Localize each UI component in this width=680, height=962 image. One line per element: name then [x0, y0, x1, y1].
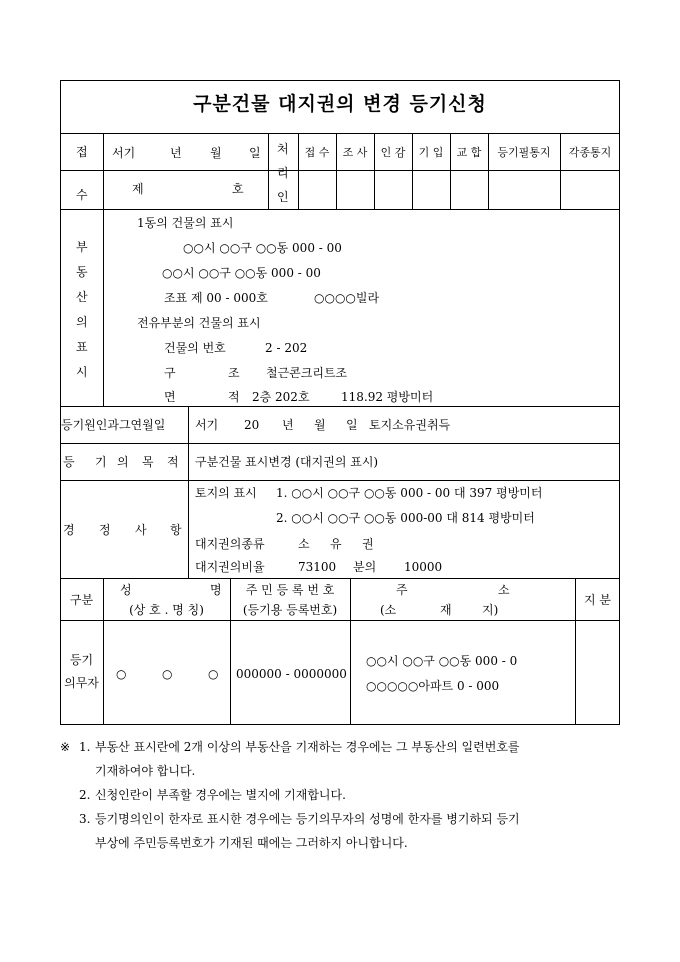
stage-header: 각종통지 — [568, 146, 612, 159]
processor-char: 인 — [277, 190, 289, 204]
stage-header: 기 입 — [418, 146, 444, 159]
receipt-date-prefix: 서기 — [112, 146, 136, 160]
right-type-char: 권 — [362, 537, 374, 551]
structure-value: 철근콘크리트조 — [266, 366, 348, 380]
receipt-label-top: 접 — [76, 145, 88, 159]
stage-header: 접 수 — [304, 146, 330, 159]
stage-header: 등기필통지 — [497, 146, 551, 159]
correction-label-char: 경 — [63, 523, 75, 537]
building-address: ○○시 ○○구 ○○동 000 - 00 — [183, 241, 342, 255]
note-text: 신청인란이 부족할 경우에는 별지에 기재합니다. — [95, 788, 346, 802]
land-label: 토지의 표시 — [195, 486, 257, 500]
party-rrn: 000000 - 0000000 — [236, 667, 347, 681]
rule — [103, 133, 104, 209]
right-type-char: 소 — [298, 537, 310, 551]
rule — [188, 406, 189, 578]
rule — [230, 578, 231, 725]
property-label-char: 부 — [76, 240, 88, 254]
rrn-header: 주 민 등 록 번 호 — [245, 583, 335, 597]
ratio-total: 10000 — [404, 560, 443, 574]
property-label-char: 시 — [76, 365, 88, 379]
rule — [60, 443, 620, 444]
party-name-mark: ○ — [116, 667, 127, 681]
land-entry-2: 2. ○○시 ○○구 ○○동 000-00 대 814 평방미터 — [276, 511, 535, 525]
receipt-label-bottom: 수 — [76, 188, 88, 202]
address-header-sub: 지) — [482, 603, 499, 617]
rule — [60, 209, 620, 210]
correction-label-char: 사 — [135, 523, 147, 537]
name-header-char: 명 — [210, 583, 222, 597]
rule — [60, 133, 620, 134]
ratio-label: 대지권의비율 — [195, 560, 265, 574]
party-role-line1: 등기 — [69, 653, 94, 667]
rule — [103, 578, 104, 725]
rule — [103, 209, 104, 406]
right-type-char: 유 — [330, 537, 342, 551]
rrn-header-sub: (등기용 등록번호) — [242, 603, 338, 617]
unit-number-value: 2 - 202 — [265, 341, 308, 355]
name-header-char: 성 — [120, 583, 132, 597]
rule — [350, 578, 351, 725]
rule — [450, 133, 451, 209]
parties-gubun-header: 구분 — [69, 593, 94, 607]
cause-day-unit: 일 — [346, 418, 358, 432]
receipt-number-prefix: 제 — [132, 182, 144, 196]
land-entry-1: 1. ○○시 ○○구 ○○동 000 - 00 대 397 평방미터 — [276, 486, 543, 500]
note-text: 기재하여야 합니다. — [95, 764, 196, 778]
application-form-frame — [60, 80, 620, 725]
party-name-mark: ○ — [208, 667, 219, 681]
cause-year: 20 — [244, 418, 260, 432]
note-number: 1. — [79, 740, 91, 754]
party-role-line2: 의무자 — [64, 676, 99, 690]
area-unit: 2층 202호 — [252, 390, 310, 404]
note-text: 부동산 표시란에 2개 이상의 부동산을 기재하는 경우에는 그 부동산의 일련번호를 — [95, 740, 520, 754]
rule — [60, 170, 620, 171]
unit-heading: 전유부분의 건물의 표시 — [137, 316, 261, 330]
note-text: 등기명의인이 한자로 표시한 경우에는 등기의무자의 성명에 한자를 병기하되 등기 — [95, 812, 520, 826]
receipt-date-day: 일 — [249, 146, 261, 160]
receipt-number-suffix: 호 — [232, 182, 244, 196]
structure-label-char: 구 — [164, 366, 176, 380]
rule — [560, 133, 561, 209]
stage-header: 인 감 — [380, 146, 406, 159]
structure-label-char: 조 — [228, 366, 240, 380]
rule — [60, 620, 620, 621]
purpose-label-char: 의 — [117, 455, 129, 469]
area-value: 118.92 평방미터 — [341, 390, 434, 404]
note-number: 3. — [79, 812, 91, 826]
party-address-line2: ○○○○○아파트 0 - 000 — [366, 679, 500, 693]
area-label-char: 면 — [164, 390, 176, 404]
address-header-char: 주 — [396, 583, 408, 597]
property-label-char: 의 — [76, 315, 88, 329]
rule — [60, 578, 620, 579]
rule — [374, 133, 375, 209]
address-header-char: 소 — [498, 583, 510, 597]
correction-label-char: 정 — [99, 523, 111, 537]
cause-reason: 토지소유권취득 — [369, 418, 451, 432]
correction-label-char: 항 — [170, 523, 182, 537]
address-header-sub: (소 — [380, 603, 397, 617]
building-address-2: ○○시 ○○구 ○○동 000 - 00 — [162, 266, 321, 280]
processor-char: 리 — [277, 166, 289, 180]
share-header: 지 분 — [584, 593, 611, 607]
property-label-char: 산 — [76, 290, 88, 304]
note-text: 부상에 주민등록번호가 기재된 때에는 그러하지 아니합니다. — [95, 836, 408, 850]
processor-char: 처 — [277, 142, 289, 156]
purpose-label-char: 기 — [95, 455, 107, 469]
cause-label: 등기원인과그연월일 — [61, 418, 166, 432]
party-name-mark: ○ — [162, 667, 173, 681]
building-heading: 1동의 건물의 표시 — [137, 216, 234, 230]
unit-number-label: 건물의 번호 — [164, 341, 226, 355]
ratio-separator: 분의 — [353, 560, 377, 574]
purpose-label-char: 적 — [167, 455, 179, 469]
property-label-char: 동 — [76, 265, 88, 279]
note-number: 2. — [79, 788, 91, 802]
note-mark: ※ — [60, 740, 71, 754]
name-header-sub: (상 호 . 명 칭) — [129, 603, 204, 617]
cause-month-unit: 월 — [314, 418, 326, 432]
purpose-value: 구분건물 표시변경 (대지권의 표시) — [195, 455, 379, 469]
stage-header: 조 사 — [342, 146, 368, 159]
rule — [60, 480, 620, 481]
rule — [336, 133, 337, 209]
building-cadastral-number: 조표 제 00 - 000호 — [164, 291, 268, 305]
rule — [488, 133, 489, 209]
receipt-date-year: 년 — [170, 146, 182, 160]
address-header-sub: 재 — [440, 603, 452, 617]
area-label-char: 적 — [228, 390, 240, 404]
page-title: 구분건물 대지권의 변경 등기신청 — [193, 93, 487, 115]
cause-date-prefix: 서기 — [195, 418, 219, 432]
purpose-label-char: 등 — [63, 455, 75, 469]
stage-header: 교 합 — [456, 146, 482, 159]
rule — [298, 133, 299, 209]
purpose-label-char: 목 — [142, 455, 154, 469]
property-label-char: 표 — [76, 340, 88, 354]
rule — [268, 133, 269, 209]
cause-year-unit: 년 — [282, 418, 294, 432]
receipt-date-month: 월 — [210, 146, 222, 160]
ratio-value: 73100 — [298, 560, 337, 574]
right-type-label: 대지권의종류 — [195, 537, 265, 551]
rule — [412, 133, 413, 209]
building-name: ○○○○빌라 — [314, 291, 380, 305]
rule — [60, 406, 620, 407]
party-address-line1: ○○시 ○○구 ○○동 000 - 0 — [366, 654, 518, 668]
